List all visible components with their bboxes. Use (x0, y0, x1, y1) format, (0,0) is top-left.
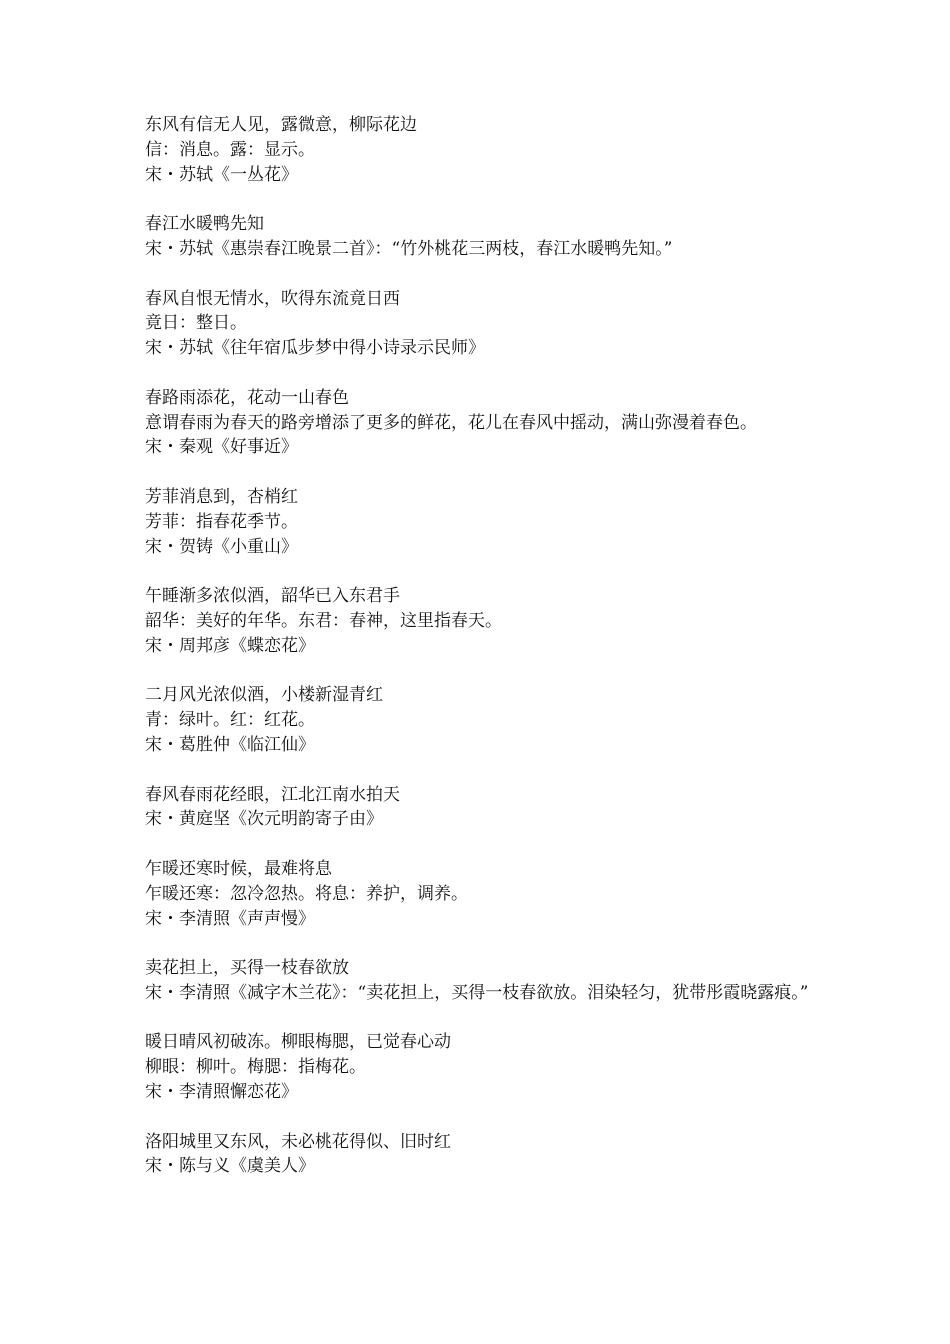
note-line: 意谓春雨为春天的路旁增添了更多的鲜花，花儿在春风中摇动，满山弥漫着春色。 (145, 412, 757, 433)
poem-entry (145, 956, 825, 1006)
note-line: 青：绿叶。红：红花。 (145, 710, 315, 731)
poem-entry (145, 113, 825, 187)
verse-line: 乍暖还寒时候，最难将息 (145, 858, 332, 879)
source-line: 宋・李清照懈恋花》 (145, 1082, 298, 1103)
note-line: 芳菲：指春花季节。 (145, 511, 298, 532)
source-line: 宋・秦观《好事近》 (145, 437, 298, 458)
poem-list (145, 113, 825, 1204)
source-line: 宋・苏轼《往年宿瓜步梦中得小诗录示民师》 (145, 338, 485, 359)
source-line: 宋・李清照《声声慢》 (145, 908, 315, 929)
verse-line: 卖花担上，买得一枝春欲放 (145, 958, 349, 979)
verse-line: 暖日晴风初破冻。柳眼梅腮，已觉春心动 (145, 1032, 451, 1053)
verse-line: 春路雨添花，花动一山春色 (145, 387, 349, 408)
verse-line: 芳菲消息到，杏梢红 (145, 486, 298, 507)
source-line: 宋・陈与义《虞美人》 (145, 1156, 315, 1177)
poem-entry (145, 783, 825, 833)
poem-entry (145, 1030, 825, 1104)
poem-entry (145, 584, 825, 658)
verse-line: 二月风光浓似酒，小楼新湿青红 (145, 685, 383, 706)
note-line: 韶华：美好的年华。东君：春神，这里指春天。 (145, 610, 502, 631)
source-line: 宋・苏轼《一丛花》 (145, 164, 298, 185)
verse-line: 东风有信无人见，露微意，柳际花边 (145, 115, 417, 135)
note-line: 竟日：整日。 (145, 313, 247, 334)
source-line: 宋・周邦彦《蝶恋花》 (145, 635, 315, 656)
poem-entry (145, 1130, 825, 1180)
poem-entry (145, 857, 825, 931)
poem-entry (145, 386, 825, 460)
source-line: 宋・葛胜仲《临江仙》 (145, 734, 315, 755)
note-line: 乍暖还寒：忽冷忽热。将息：养护，调养。 (145, 883, 468, 904)
note-line: 柳眼：柳叶。梅腮：指梅花。 (145, 1057, 366, 1078)
source-line: 宋・黄庭坚《次元明韵寄子由》 (145, 809, 383, 830)
verse-line: 午睡渐多浓似酒，韶华已入东君手 (145, 586, 400, 607)
source-line: 宋・贺铸《小重山》 (145, 536, 298, 557)
verse-line: 春风自恨无情水，吹得东流竟日西 (145, 288, 400, 309)
verse-line: 洛阳城里又东风，未必桃花得似、旧时红 (145, 1131, 451, 1152)
source-line: 宋・李清照《减字木兰花》：“卖花担上，买得一枝春欲放。泪染轻匀，犹带彤霞晓露痕。” (145, 982, 809, 1003)
poem-entry (145, 212, 825, 262)
poem-entry (145, 287, 825, 361)
note-line: 信：消息。露：显示。 (145, 139, 315, 160)
poem-entry (145, 485, 825, 559)
source-line: 宋・苏轼《惠崇春江晚景二首》：“竹外桃花三两枝，春江水暖鸭先知。” (145, 238, 673, 259)
poem-entry (145, 683, 825, 757)
verse-line: 春风春雨花经眼，江北江南水拍天 (145, 784, 400, 805)
verse-line: 春江水暖鸭先知 (145, 214, 264, 235)
